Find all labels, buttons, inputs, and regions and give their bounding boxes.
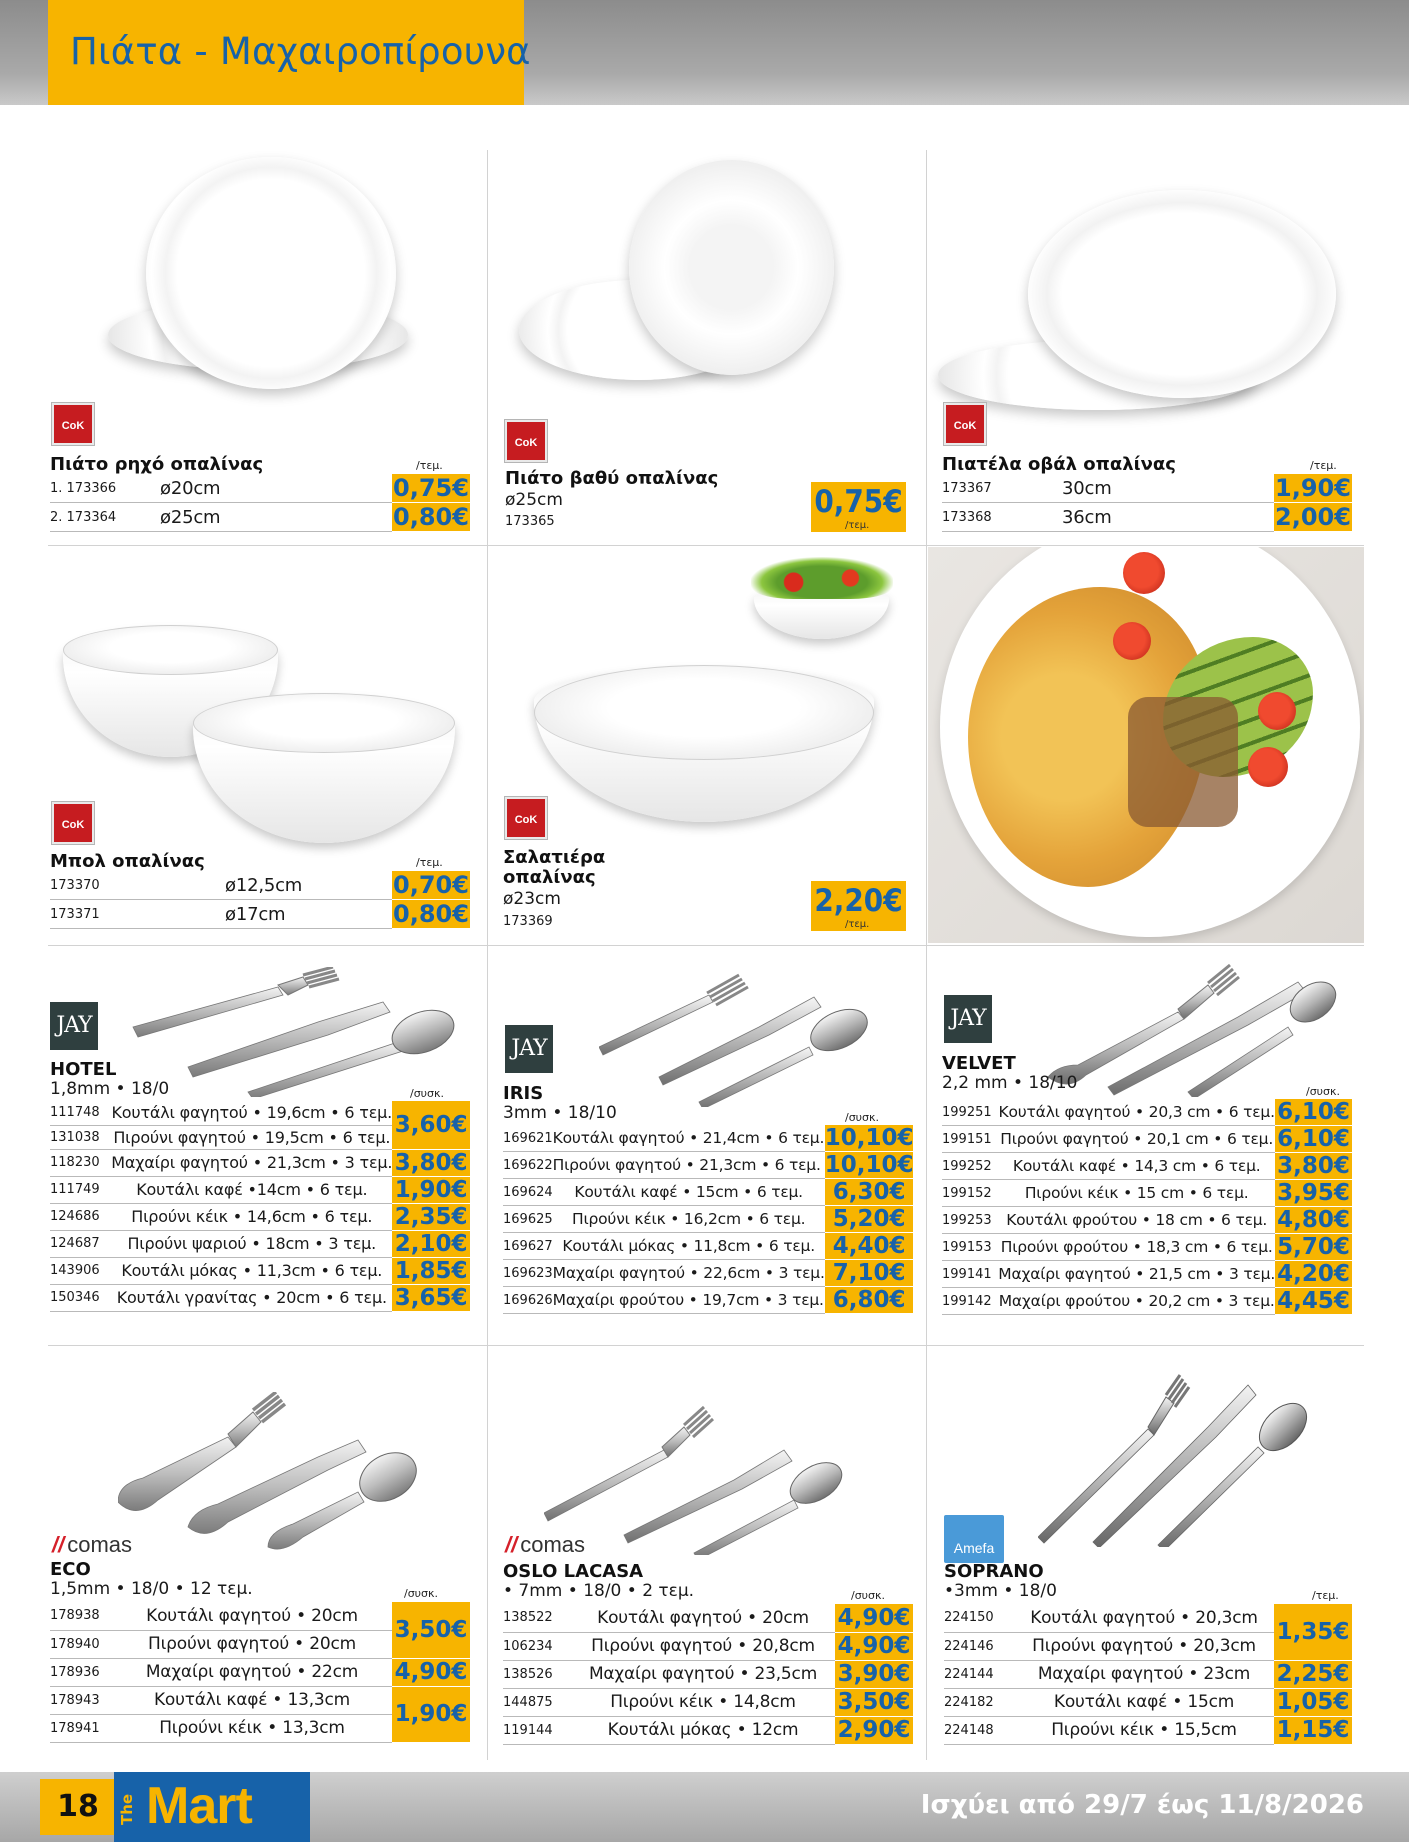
oslo-unit: /συσκ. [851, 1589, 885, 1602]
table-row [503, 1688, 913, 1716]
table-row [944, 1716, 1352, 1744]
product-price: 4,20€ [1275, 1261, 1352, 1288]
product-size: ø12,5cm [225, 871, 392, 900]
comas-logo [505, 1532, 585, 1558]
cok-logo: CoK [52, 802, 94, 844]
bowl-image-back-rim [63, 625, 278, 675]
product-description: Πιρούνι φρούτου • 18,3 cm • 6 τεμ. [998, 1234, 1275, 1261]
product-description: Πιρούνι φαγητού • 20cm [112, 1630, 392, 1658]
product-price: 4,80€ [1275, 1207, 1352, 1234]
velvet-unit: /συσκ. [1306, 1085, 1340, 1098]
product-description: Κουτάλι φαγητού • 21,4cm • 6 τεμ. [553, 1125, 825, 1152]
table-row [942, 1288, 1352, 1315]
bowl-price-table [50, 871, 470, 929]
table-row [50, 1658, 470, 1686]
product-price: 5,20€ [825, 1206, 914, 1233]
product-price: 10,10€ [824, 1152, 914, 1178]
table-row [503, 1287, 913, 1314]
product-price: 4,90€ [392, 1658, 470, 1686]
product-description: Κουτάλι φαγητού • 20cm [571, 1604, 835, 1632]
product-price: 1,15€ [1274, 1716, 1352, 1744]
table-row [50, 1101, 470, 1125]
bread [1128, 697, 1238, 827]
product-description: Πιρούνι κέικ • 15,5cm [1014, 1716, 1274, 1744]
product-price: 10,10€ [824, 1125, 914, 1151]
table-row [503, 1125, 913, 1152]
soprano-cutlery-image [1038, 1367, 1338, 1547]
product-price: 0,70€ [393, 871, 469, 899]
table-row [50, 1602, 470, 1630]
table-row [503, 1179, 913, 1206]
product-price: 1,90€ [392, 1686, 470, 1742]
velvet-price-table [942, 1099, 1352, 1315]
product-description: Πιρούνι κέικ • 15 cm • 6 τεμ. [998, 1180, 1275, 1207]
product-price: 3,95€ [1275, 1180, 1352, 1207]
product-description: Πιρούνι κέικ • 16,2cm • 6 τεμ. [553, 1206, 825, 1233]
table-row [944, 1688, 1352, 1716]
product-price: 5,70€ [1275, 1234, 1352, 1261]
product-hotel-cutlery [48, 947, 485, 1343]
product-description: Πιρούνι φαγητού • 19,5cm • 6 τεμ. [111, 1125, 392, 1149]
amefa-logo: Amefa [944, 1515, 1004, 1563]
product-price: 1,35€ [1274, 1604, 1352, 1660]
velvet-cutlery-image [1048, 957, 1348, 1097]
product-price: 6,80€ [825, 1287, 914, 1314]
hotel-unit: /συσκ. [410, 1087, 444, 1100]
table-row [942, 474, 1352, 503]
table-row [503, 1604, 913, 1632]
product-code: 124686 [50, 1203, 111, 1230]
product-code: 150346 [50, 1284, 111, 1311]
tomato [1258, 692, 1296, 730]
oslo-title: OSLO LACASA [503, 1561, 644, 1582]
product-code: 178941 [50, 1714, 112, 1742]
table-row [944, 1660, 1352, 1688]
product-description: Μαχαίρι φαγητού • 22,6cm • 3 τεμ. [553, 1260, 825, 1287]
table-row [942, 1126, 1352, 1153]
product-price: 6,30€ [825, 1179, 914, 1206]
product-description: Μαχαίρι φρούτου • 19,7cm • 3 τεμ. [553, 1287, 825, 1314]
product-description: Μαχαίρι φαγητού • 23cm [1014, 1660, 1274, 1688]
product-soprano-cutlery [928, 1347, 1364, 1757]
grid-divider [487, 150, 488, 1760]
product-size: 36cm [1062, 503, 1274, 532]
table-row [942, 1153, 1352, 1180]
product-code: 224144 [944, 1660, 1014, 1688]
jay-logo: JAY [944, 995, 992, 1043]
eco-title: ECO [50, 1559, 91, 1580]
offer-validity: Ισχύει από 29/7 έως 11/8/2026 [920, 1790, 1364, 1820]
product-code: 119144 [503, 1716, 571, 1744]
product-code: 173367 [942, 474, 1062, 503]
cok-logo: CoK [505, 420, 547, 462]
oval-platter-title: Πιατέλα οβάλ οπαλίνας [942, 454, 1176, 475]
table-row [942, 503, 1352, 532]
product-price: 1,85€ [392, 1257, 470, 1284]
table-row [503, 1233, 913, 1260]
the-mart-logo-the: The [118, 1793, 136, 1825]
product-description: Κουτάλι καφέ • 15cm • 6 τεμ. [553, 1179, 825, 1206]
product-code: 111748 [50, 1101, 111, 1125]
product-price: 4,45€ [1275, 1288, 1352, 1315]
iris-spec: 3mm • 18/10 [503, 1103, 617, 1123]
tomato [1123, 552, 1165, 594]
product-code: 2. 173364 [50, 503, 160, 532]
product-size: ø20cm [160, 474, 392, 503]
table-row [944, 1604, 1352, 1632]
table-row [50, 1686, 470, 1714]
page-title: Πιάτα - Μαχαιροπίρουνα [70, 30, 531, 73]
product-code: 131038 [50, 1125, 111, 1149]
product-code: 111749 [50, 1176, 111, 1203]
table-row [942, 1207, 1352, 1234]
hotel-spec: 1,8mm • 18/0 [50, 1079, 170, 1099]
flat-plate-unit: /τεμ. [416, 459, 443, 472]
flat-plate-title: Πιάτο ρηχό οπαλίνας [50, 454, 264, 475]
product-description: Κουτάλι φαγητού • 20cm [112, 1602, 392, 1630]
cok-logo: CoK [505, 797, 547, 839]
hotel-cutlery-image [128, 967, 468, 1097]
product-code: 199253 [942, 1207, 998, 1234]
deep-plate-price: 0,75€ [811, 482, 906, 532]
grid-divider [926, 150, 927, 1760]
bowl-unit: /τεμ. [416, 856, 443, 869]
product-deep-plate [489, 150, 925, 543]
product-code: 199252 [942, 1153, 998, 1180]
table-row [503, 1152, 913, 1179]
table-row [50, 1230, 470, 1257]
oval-platter-unit: /τεμ. [1310, 459, 1337, 472]
comas-logo-text: comas [520, 1532, 586, 1557]
product-velvet-cutlery [928, 947, 1364, 1343]
product-code: 138522 [503, 1604, 571, 1632]
deep-plate-unit: /τεμ. [845, 520, 870, 531]
table-row [50, 1203, 470, 1230]
iris-price-table [503, 1125, 913, 1314]
salad-bowl-code: 173369 [503, 914, 553, 929]
product-size: ø25cm [160, 503, 392, 532]
product-price: 2,90€ [835, 1716, 913, 1744]
product-code: 124687 [50, 1230, 111, 1257]
product-description: Κουτάλι μόκας • 11,3cm • 6 τεμ. [111, 1257, 392, 1284]
eco-cutlery-image [118, 1392, 438, 1552]
product-description: Μαχαίρι φαγητού • 23,5cm [571, 1660, 835, 1688]
iris-title: IRIS [503, 1083, 544, 1104]
flat-plate-image [146, 157, 396, 389]
table-row [503, 1260, 913, 1287]
product-price: 2,00€ [1275, 503, 1351, 531]
product-flat-plate [48, 150, 485, 543]
salad-bowl-size: ø23cm [503, 889, 561, 909]
table-row [50, 503, 470, 532]
table-row [942, 1180, 1352, 1207]
grid-divider [48, 1345, 1364, 1346]
product-price: 1,90€ [1275, 474, 1351, 502]
product-price: 1,90€ [392, 1176, 470, 1203]
table-row [942, 1234, 1352, 1261]
product-description: Πιρούνι κέικ • 14,6cm • 6 τεμ. [111, 1203, 392, 1230]
product-price: 3,50€ [392, 1602, 470, 1658]
product-code: 169625 [503, 1206, 553, 1233]
table-row [50, 1176, 470, 1203]
product-size: ø17cm [225, 900, 392, 929]
product-code: 143906 [50, 1257, 111, 1284]
product-description: Πιρούνι φαγητού • 21,3cm • 6 τεμ. [553, 1152, 825, 1179]
product-description: Κουτάλι καφέ • 13,3cm [112, 1686, 392, 1714]
product-price: 2,10€ [392, 1230, 470, 1257]
cok-logo: CoK [944, 403, 986, 445]
bowl-title: Μπολ οπαλίνας [50, 851, 205, 872]
product-price: 2,25€ [1274, 1660, 1352, 1688]
product-description: Πιρούνι ψαριού • 18cm • 3 τεμ. [111, 1230, 392, 1257]
product-price: 0,80€ [393, 900, 469, 928]
product-code: 173371 [50, 900, 225, 929]
product-code: 169624 [503, 1179, 553, 1206]
soprano-spec: •3mm • 18/0 [944, 1581, 1057, 1601]
table-row [50, 900, 470, 929]
product-description: Πιρούνι φαγητού • 20,8cm [571, 1632, 835, 1660]
product-description: Πιρούνι φαγητού • 20,3cm [1014, 1632, 1274, 1660]
product-description: Μαχαίρι φαγητού • 21,5 cm • 3 τεμ. [998, 1261, 1275, 1288]
product-price: 1,05€ [1274, 1688, 1352, 1716]
table-row [503, 1716, 913, 1744]
product-price: 4,90€ [835, 1632, 913, 1660]
comas-mark-icon: // [505, 1532, 518, 1557]
velvet-spec: 2,2 mm • 18/10 [942, 1073, 1078, 1093]
product-oslo-cutlery [489, 1347, 925, 1757]
product-description: Πιρούνι φαγητού • 20,1 cm • 6 τεμ. [998, 1126, 1275, 1153]
oval-platter-image [1028, 190, 1336, 398]
the-mart-logo-mart: Mart [146, 1777, 252, 1835]
product-code: 169621 [503, 1125, 553, 1152]
oslo-cutlery-image [544, 1395, 864, 1555]
eco-unit: /συσκ. [404, 1587, 438, 1600]
product-size: 30cm [1062, 474, 1274, 503]
product-price: 4,40€ [825, 1233, 914, 1260]
product-description: Κουτάλι φαγητού • 19,6cm • 6 τεμ. [111, 1101, 392, 1125]
table-row [50, 1149, 470, 1176]
product-price: 3,80€ [392, 1149, 470, 1176]
table-row [503, 1632, 913, 1660]
oval-platter-price-table [942, 474, 1352, 532]
product-price: 6,10€ [1275, 1099, 1352, 1126]
eco-price-table [50, 1602, 470, 1743]
product-eco-cutlery [48, 1347, 485, 1757]
product-price: 0,75€ [393, 474, 469, 502]
comas-mark-icon: // [52, 1532, 65, 1557]
product-code: 1. 173366 [50, 474, 160, 503]
product-code: 224150 [944, 1604, 1014, 1632]
tomato [1248, 747, 1288, 787]
salad-bowl-unit: /τεμ. [845, 919, 870, 930]
hotel-price-table [50, 1101, 470, 1312]
product-code: 144875 [503, 1688, 571, 1716]
salad-bowl-image-rim [534, 665, 874, 760]
product-price: 6,10€ [1275, 1126, 1352, 1153]
product-bowl [48, 547, 485, 943]
product-code: 173368 [942, 503, 1062, 532]
deep-plate-image [629, 160, 834, 375]
product-code: 178936 [50, 1658, 112, 1686]
flat-plate-price-table [50, 474, 470, 532]
product-description: Μαχαίρι φαγητού • 22cm [112, 1658, 392, 1686]
oslo-price-table [503, 1604, 913, 1745]
product-price: 3,80€ [1275, 1153, 1352, 1180]
product-code: 224146 [944, 1632, 1014, 1660]
table-row [50, 1284, 470, 1311]
product-code: 173370 [50, 871, 225, 900]
product-code: 169626 [503, 1287, 553, 1314]
product-description: Κουτάλι φαγητού • 20,3cm [1014, 1604, 1274, 1632]
grid-divider [48, 545, 1364, 546]
comas-logo [52, 1532, 132, 1558]
product-price: 4,90€ [835, 1604, 913, 1632]
soprano-price-table [944, 1604, 1352, 1745]
product-code: 106234 [503, 1632, 571, 1660]
product-description: Μαχαίρι φαγητού • 21,3cm • 3 τεμ. [111, 1149, 392, 1176]
product-description: Κουτάλι γρανίτας • 20cm • 6 τεμ. [111, 1284, 392, 1311]
salad-bowl-title-line1: Σαλατιέρα [503, 847, 606, 868]
comas-logo-text: comas [67, 1532, 133, 1557]
product-code: 169627 [503, 1233, 553, 1260]
product-description: Κουτάλι καφέ •14cm • 6 τεμ. [111, 1176, 392, 1203]
product-oval-platter [928, 150, 1364, 543]
soprano-title: SOPRANO [944, 1561, 1044, 1582]
deep-plate-title: Πιάτο βαθύ οπαλίνας [505, 468, 719, 489]
product-iris-cutlery [489, 947, 925, 1343]
iris-cutlery-image [599, 967, 879, 1107]
salad-bowl-price: 2,20€ [811, 881, 906, 931]
bowl-image-rim [193, 693, 455, 753]
salad-bowl-title-line2: οπαλίνας [503, 867, 596, 888]
product-code: 169623 [503, 1260, 553, 1287]
product-code: 199142 [942, 1288, 998, 1315]
product-code: 199152 [942, 1180, 998, 1207]
product-code: 118230 [50, 1149, 111, 1176]
product-code: 178938 [50, 1602, 112, 1630]
product-price: 0,80€ [393, 503, 469, 531]
product-description: Πιρούνι κέικ • 14,8cm [571, 1688, 835, 1716]
product-code: 199251 [942, 1099, 998, 1126]
eco-spec: 1,5mm • 18/0 • 12 τεμ. [50, 1579, 253, 1599]
product-description: Κουτάλι καφέ • 15cm [1014, 1688, 1274, 1716]
product-price: 3,60€ [392, 1101, 470, 1149]
salad-inset-greens [751, 557, 893, 599]
soprano-unit: /τεμ. [1312, 1589, 1339, 1602]
food-photo [928, 547, 1364, 943]
cok-logo: CoK [52, 403, 94, 445]
iris-unit: /συσκ. [845, 1111, 879, 1124]
product-price: 7,10€ [825, 1260, 914, 1287]
table-row [503, 1206, 913, 1233]
product-code: 199141 [942, 1261, 998, 1288]
product-salad-bowl [489, 547, 925, 943]
jay-logo: JAY [50, 1002, 98, 1050]
table-row [942, 1099, 1352, 1126]
product-price: 3,90€ [835, 1660, 913, 1688]
product-description: Κουτάλι καφέ • 14,3 cm • 6 τεμ. [998, 1153, 1275, 1180]
product-code: 138526 [503, 1660, 571, 1688]
product-description: Κουτάλι φαγητού • 20,3 cm • 6 τεμ. [998, 1099, 1275, 1126]
product-description: Κουτάλι φρούτου • 18 cm • 6 τεμ. [998, 1207, 1275, 1234]
deep-plate-size: ø25cm [505, 490, 563, 510]
product-price: 3,50€ [835, 1688, 913, 1716]
product-description: Κουτάλι μόκας • 12cm [571, 1716, 835, 1744]
product-code: 224182 [944, 1688, 1014, 1716]
product-code: 178940 [50, 1630, 112, 1658]
table-row [50, 1257, 470, 1284]
velvet-title: VELVET [942, 1053, 1016, 1074]
product-price: 3,65€ [392, 1284, 470, 1311]
product-code: 199151 [942, 1126, 998, 1153]
product-code: 169622 [503, 1152, 553, 1179]
jay-logo: JAY [505, 1025, 553, 1073]
deep-plate-code: 173365 [505, 514, 555, 529]
table-row [50, 871, 470, 900]
product-price: 2,35€ [392, 1203, 470, 1230]
hotel-title: HOTEL [50, 1059, 117, 1080]
page-number: 18 [40, 1779, 116, 1835]
product-description: Μαχαίρι φρούτου • 20,2 cm • 3 τεμ. [998, 1288, 1275, 1315]
table-row [942, 1261, 1352, 1288]
grid-divider [48, 945, 1364, 946]
product-code: 199153 [942, 1234, 998, 1261]
product-description: Πιρούνι κέικ • 13,3cm [112, 1714, 392, 1742]
tomato [1113, 622, 1151, 660]
product-description: Κουτάλι μόκας • 11,8cm • 6 τεμ. [553, 1233, 825, 1260]
product-code: 178943 [50, 1686, 112, 1714]
table-row [503, 1660, 913, 1688]
oslo-spec: • 7mm • 18/0 • 2 τεμ. [503, 1581, 695, 1601]
product-code: 224148 [944, 1716, 1014, 1744]
table-row [50, 474, 470, 503]
